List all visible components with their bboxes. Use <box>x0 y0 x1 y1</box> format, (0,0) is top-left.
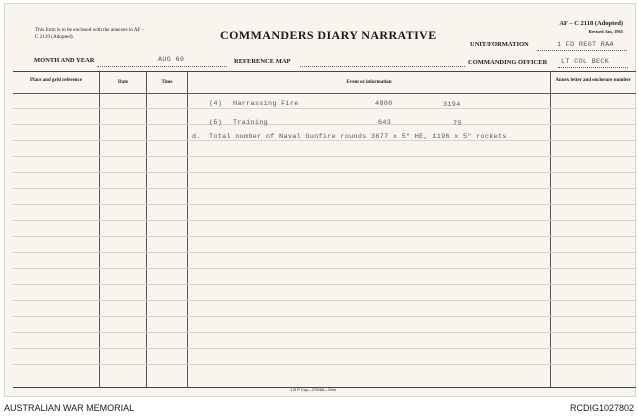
ruled-line <box>13 172 636 173</box>
col-divider <box>187 72 188 387</box>
co-underline <box>558 67 628 68</box>
diary-form-sheet <box>4 3 636 397</box>
month-year-label: MONTH AND YEAR <box>34 57 95 64</box>
entry-text: Training <box>233 119 269 127</box>
entry-value-b: 3194 <box>443 101 461 109</box>
ruled-line <box>13 188 636 189</box>
ruled-line <box>13 236 636 237</box>
archive-name: AUSTRALIAN WAR MEMORIAL <box>4 403 135 413</box>
diary-table <box>13 71 636 388</box>
col-header-event: Event or information <box>346 80 392 85</box>
col-header-annex: Annex letter and enclosure number <box>555 78 631 83</box>
ruled-line <box>13 204 636 205</box>
entry-text: Total number of Naval Gunfire rounds 3677 x 5" HE, 1196 x 5" rockets <box>209 133 507 141</box>
ruled-line <box>13 156 636 157</box>
unit-underline <box>537 50 627 51</box>
ruled-line <box>13 124 636 125</box>
form-title: COMMANDERS DIARY NARRATIVE <box>220 28 437 42</box>
form-number: AF – C 2118 (Adopted) <box>559 20 623 27</box>
header-divider <box>13 93 636 94</box>
archive-id: RCDIG1027802 <box>569 403 634 413</box>
month-year-value: AUG 69 <box>158 56 185 64</box>
unit-value: 1 FD REGT RAA <box>557 41 614 49</box>
ruled-line <box>13 220 636 221</box>
col-divider <box>550 72 551 387</box>
col-divider <box>146 72 147 387</box>
entry-value-a: 643 <box>378 119 392 127</box>
form-enclosure-note: This form is to be enclosed with the annexes in AF – C 2119 (Adopted). <box>35 27 145 40</box>
month-underline <box>97 66 227 67</box>
ruled-line <box>13 316 636 317</box>
reference-map-label: REFERENCE MAP <box>234 58 291 65</box>
revision-date: Revised Jan, 1965 <box>588 29 623 34</box>
unit-label: UNIT/FORMATION <box>470 41 529 48</box>
col-divider <box>99 72 100 387</box>
col-header-place: Place and grid reference <box>30 78 82 83</box>
ruled-line <box>13 348 636 349</box>
ruled-line <box>13 108 636 109</box>
entry-item: (4) <box>209 100 223 108</box>
printer-imprint: 1 B P Coy—275/65—25m <box>290 387 336 392</box>
entry-item: d. <box>192 133 201 141</box>
refmap-underline <box>300 66 465 67</box>
ruled-line <box>13 364 636 365</box>
ruled-line <box>13 284 636 285</box>
entry-value-a: 4800 <box>375 100 393 108</box>
commanding-officer-value: LT COL BECK <box>561 58 610 66</box>
ruled-line <box>13 268 636 269</box>
entry-value-b: 75 <box>453 120 462 128</box>
col-header-time: Time <box>161 80 173 85</box>
entry-text: Harrassing Fire <box>233 100 299 108</box>
commanding-officer-label: COMMANDING OFFICER <box>468 59 548 66</box>
col-header-date: Date <box>118 80 128 85</box>
ruled-line <box>13 252 636 253</box>
ruled-line <box>13 332 636 333</box>
entry-item: (5) <box>209 119 223 127</box>
ruled-line <box>13 300 636 301</box>
